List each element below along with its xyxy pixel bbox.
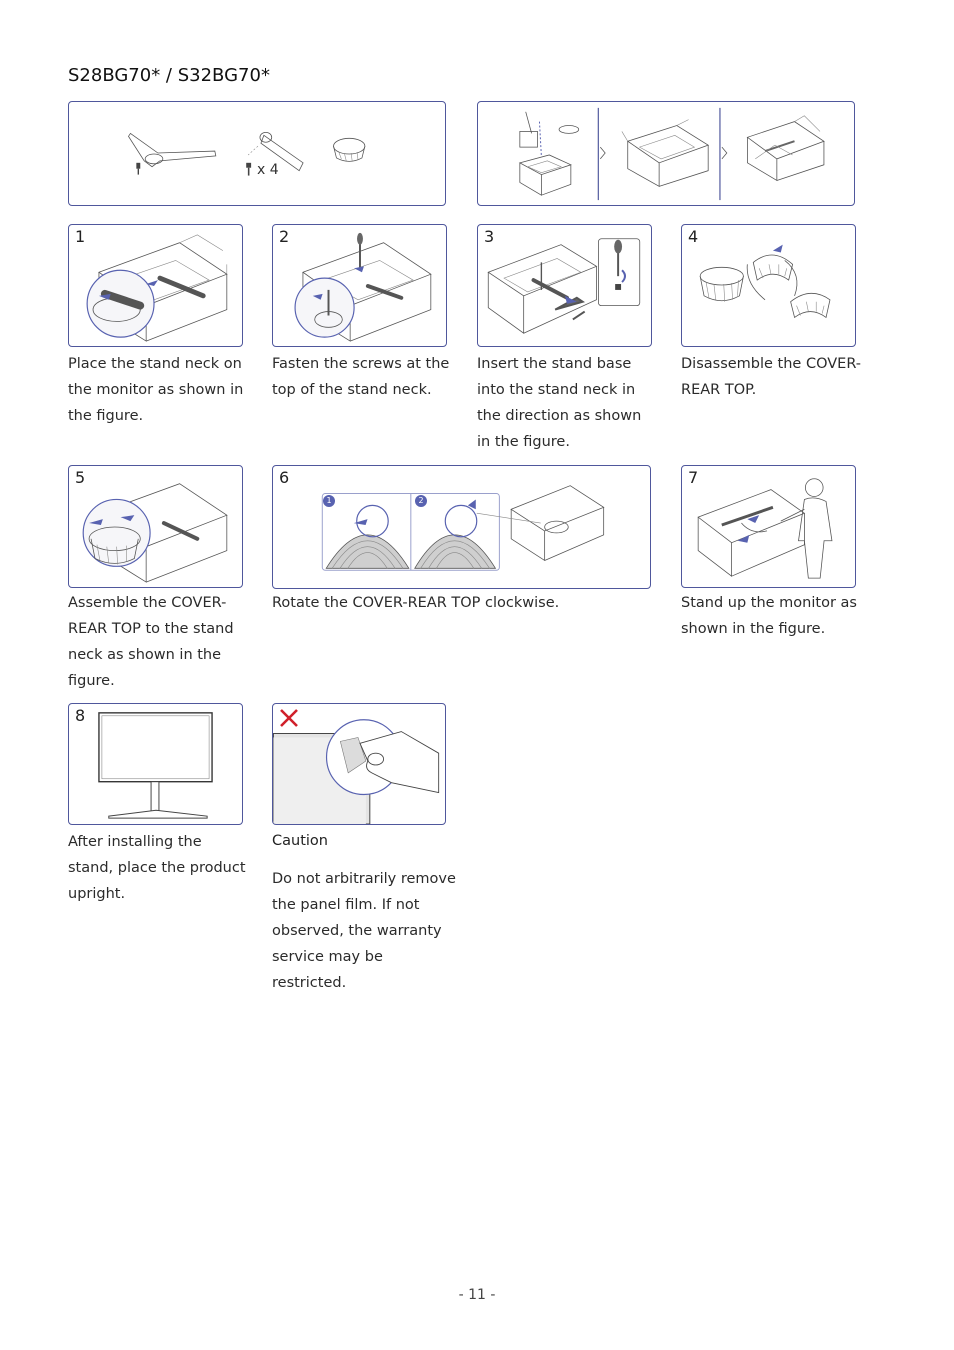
substep-1-marker: 1 bbox=[323, 495, 335, 507]
unboxing-overview-figure bbox=[477, 101, 855, 206]
step-7-number: 7 bbox=[688, 468, 699, 487]
assemble-cover-illustration bbox=[69, 466, 242, 587]
step-5-caption: Assemble the COVER-REAR TOP to the stand neck as shown in the figure. bbox=[68, 595, 234, 689]
step-6-number: 6 bbox=[279, 468, 290, 487]
caution-text: Do not arbitrarily remove the panel film. If not observed, the warranty service may be restricted. bbox=[272, 871, 456, 991]
screw-count-label: x 4 bbox=[257, 162, 279, 178]
warning-x-icon bbox=[278, 707, 300, 729]
step-8-caption: After installing the stand, place the product upright. bbox=[68, 834, 246, 902]
stand-up-monitor-illustration bbox=[682, 466, 855, 587]
step-2-caption: Fasten the screws at the top of the stand neck. bbox=[272, 356, 450, 398]
step-1-figure bbox=[68, 224, 243, 347]
step-8-number: 8 bbox=[75, 706, 86, 725]
step-5-number: 5 bbox=[75, 468, 86, 487]
substep-2-marker: 2 bbox=[415, 495, 427, 507]
insert-stand-base-illustration bbox=[478, 225, 651, 346]
monitor-upright-illustration bbox=[69, 704, 242, 824]
fasten-screws-illustration bbox=[273, 225, 446, 346]
step-4-figure bbox=[681, 224, 856, 347]
step-4-number: 4 bbox=[688, 227, 699, 246]
step-7-figure bbox=[681, 465, 856, 588]
step-8-figure bbox=[68, 703, 243, 825]
step-1-caption: Place the stand neck on the monitor as shown in the figure. bbox=[68, 356, 244, 424]
step-4-caption: Disassemble the COVER-REAR TOP. bbox=[681, 356, 862, 398]
step-2-figure bbox=[272, 224, 447, 347]
step-3-number: 3 bbox=[484, 227, 495, 246]
rotate-cover-illustration bbox=[273, 466, 650, 588]
step-3-caption: Insert the stand base into the stand neck in the direction as shown in the figure. bbox=[477, 356, 642, 450]
step-1-number: 1 bbox=[75, 227, 86, 246]
step-7-caption: Stand up the monitor as shown in the figure. bbox=[681, 595, 857, 637]
stand-parts-illustration bbox=[69, 102, 445, 205]
stand-neck-placement-illustration bbox=[69, 225, 242, 346]
step-3-figure bbox=[477, 224, 652, 347]
step-6-caption: Rotate the COVER-REAR TOP clockwise. bbox=[272, 595, 560, 611]
step-6-figure bbox=[272, 465, 651, 589]
page-number: - 11 - bbox=[458, 1287, 496, 1303]
unboxing-overview-illustration bbox=[478, 102, 854, 205]
step-5-figure bbox=[68, 465, 243, 588]
caution-title: Caution bbox=[272, 833, 328, 849]
step-2-number: 2 bbox=[279, 227, 290, 246]
caution-figure bbox=[272, 703, 446, 825]
parts-figure bbox=[68, 101, 446, 206]
page-title: S28BG70* / S32BG70* bbox=[68, 65, 270, 86]
disassemble-cover-illustration bbox=[682, 225, 855, 346]
